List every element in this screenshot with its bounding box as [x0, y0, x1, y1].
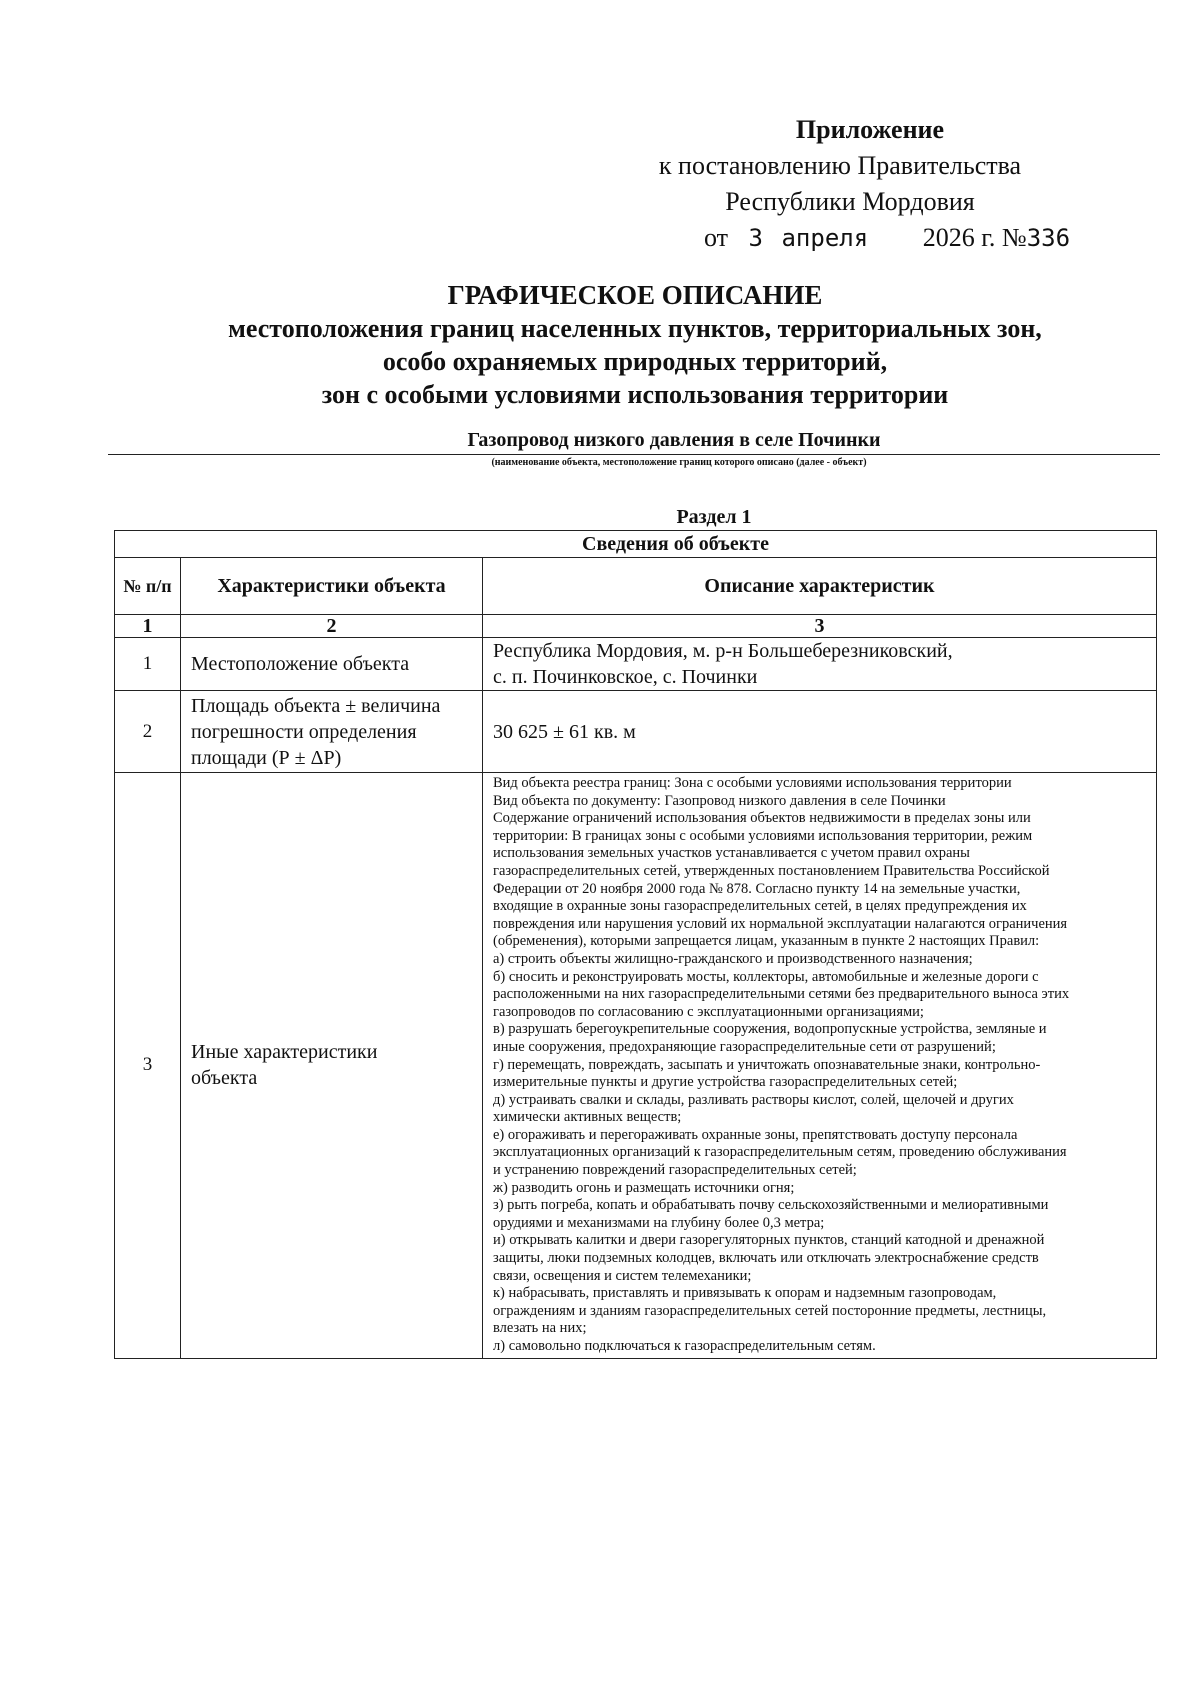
- restriction-line: использования земельных участков устанавливается с учетом правил охраны: [493, 845, 970, 862]
- restriction-line: а) строить объекты жилищно-гражданского и производственного назначения;: [493, 950, 973, 967]
- object-name-block: [108, 428, 1160, 470]
- column-header-description: Описание характеристик: [483, 558, 1157, 615]
- restriction-line: повреждения или нарушения условий их нормальной эксплуатации налагаются ограничения: [493, 915, 1068, 932]
- restriction-line: иные сооружения, предохраняющие газораспределительные сети от разрушений;: [493, 1038, 996, 1055]
- restriction-line: з) рыть погреба, копать и обрабатывать почву сельскохозяйственными и мелиоративными: [493, 1197, 1049, 1214]
- row-value: [483, 638, 1157, 691]
- row-value-line: с. п. Починковское, с. Починки: [493, 666, 758, 688]
- row-key-line: площади (Р ± ΔР): [191, 746, 342, 769]
- document-heading: [60, 278, 1200, 411]
- restriction-line: Вид объекта по документу: Газопровод низкого давления в селе Починки: [493, 792, 946, 809]
- restriction-line: газораспределительных сетей, утвержденных постановлением Правительства Российской: [493, 862, 1050, 879]
- date-day: 3: [748, 224, 763, 252]
- row-key-line: Иные характеристики: [191, 1041, 378, 1064]
- restriction-line: б) сносить и реконструировать мосты, коллекторы, автомобильные и железные дороги с: [493, 968, 1039, 985]
- row-value-line: Республика Мордовия, м. р-н Большеберезниковский,: [493, 640, 953, 662]
- restriction-line: газопроводов по согласованию с эксплуатационными организациями;: [493, 1003, 924, 1020]
- appendix-title: Приложение: [795, 115, 945, 144]
- restriction-line: территории: В границах зоны с особыми условиями использования территории, режим: [493, 827, 1033, 844]
- column-number-row: [115, 615, 1157, 638]
- object-name: Газопровод низкого давления в селе Починки: [467, 429, 881, 451]
- object-name-note: (наименование объекта, местоположение границ которого описано (далее - объект): [491, 457, 867, 468]
- restriction-line: эксплуатационных организаций к газораспределительным сетям, проведению обслуживания: [493, 1144, 1067, 1161]
- appendix-date-line: [560, 220, 1120, 256]
- row-key: Местоположение объекта: [181, 638, 483, 691]
- restriction-line: (обременения), которыми запрещается лицам, указанным в пункте 2 настоящих Правил:: [493, 933, 1040, 950]
- row-key-line: Площадь объекта ± величина: [191, 694, 441, 717]
- object-name-underline: [108, 454, 1160, 455]
- row-number: 2: [115, 691, 181, 773]
- row-number: 3: [115, 773, 181, 1359]
- restriction-line: в) разрушать берегоукрепительные сооружения, водопропускные устройства, земляные и: [493, 1021, 1047, 1038]
- date-prefix: от: [704, 223, 729, 252]
- column-number-2: 2: [181, 615, 483, 638]
- restriction-line: орудиями и механизмами на глубину более 0,3 метра;: [493, 1214, 825, 1231]
- heading-subtitle-2: особо охраняемых природных территорий,: [382, 347, 888, 376]
- column-number-1: 1: [115, 615, 181, 638]
- row-key-line: объекта: [191, 1067, 258, 1090]
- restriction-line: химически активных веществ;: [493, 1109, 682, 1126]
- heading-subtitle-3: зон с особыми условиями использования территории: [321, 380, 949, 409]
- row-key: [181, 691, 483, 773]
- restriction-line: д) устраивать свалки и склады, разливать растворы кислот, солей, щелочей и других: [493, 1091, 1014, 1108]
- row-value: 30 625 ± 61 кв. м: [483, 691, 1157, 773]
- table-header-row: [115, 558, 1157, 615]
- table-row: [115, 773, 1157, 1359]
- restriction-line: защиты, люки подземных колодцев, включать или отключать электроснабжение средств: [493, 1250, 1039, 1267]
- restriction-line: к) набрасывать, приставлять и привязывать к опорам и надземным газопроводам,: [493, 1285, 997, 1302]
- restriction-line: входящие в охранные зоны газораспределительных сетей, в целях предупреждения их: [493, 898, 1027, 915]
- restriction-line: е) огораживать и перегораживать охранные зоны, препятствовать доступу персонала: [493, 1126, 1018, 1143]
- column-header-characteristics: Характеристики объекта: [181, 558, 483, 615]
- appendix-block: [560, 112, 1120, 256]
- row-key: [181, 773, 483, 1359]
- appendix-line-1: к постановлению Правительства: [658, 151, 1022, 180]
- restriction-line: и) открывать калитки и двери газорегуляторных пунктов, станций катодной и дренажной: [493, 1232, 1045, 1249]
- restriction-line: влезать на них;: [493, 1320, 587, 1337]
- row-number: 1: [115, 638, 181, 691]
- heading-subtitle-1: местоположения границ населенных пунктов, территориальных зон,: [228, 314, 1042, 343]
- heading-title: ГРАФИЧЕСКОЕ ОПИСАНИЕ: [447, 280, 823, 310]
- restriction-line: и устранению повреждений газораспределительных сетей;: [493, 1162, 857, 1179]
- restriction-line: измерительные пункты и другие устройства газораспределительных сетей;: [493, 1074, 958, 1091]
- row-key-line: погрешности определения: [191, 720, 417, 743]
- date-month: апреля: [781, 224, 869, 252]
- date-year: 2026 г. №: [922, 223, 1027, 252]
- restriction-line: Вид объекта реестра границ: Зона с особыми условиями использования территории: [493, 775, 1012, 791]
- document-number: 336: [1026, 224, 1071, 252]
- appendix-line-2: Республики Мордовия: [725, 187, 975, 216]
- column-number-3: 3: [483, 615, 1157, 638]
- column-header-number: № п/п: [115, 558, 181, 615]
- restriction-line: Содержание ограничений использования объектов недвижимости в пределах зоны или: [493, 810, 1031, 827]
- object-info-table: [114, 530, 1157, 1359]
- table-row: [115, 691, 1157, 773]
- restriction-line: ограждениям и зданиям газораспределительных сетей посторонние предметы, лестницы,: [493, 1302, 1047, 1319]
- restriction-line: ж) разводить огонь и размещать источники огня;: [493, 1179, 795, 1196]
- restriction-line: л) самовольно подключаться к газораспределительным сетям.: [493, 1338, 876, 1354]
- table-row: [115, 638, 1157, 691]
- row-value-restrictions: [483, 773, 1157, 1359]
- restriction-line: связи, освещения и систем телемеханики;: [493, 1267, 752, 1284]
- restriction-line: Федерации от 20 ноября 2000 года № 878. Согласно пункту 14 на земельные участки,: [493, 880, 1021, 897]
- section-title: Раздел 1: [676, 506, 752, 528]
- table-caption: Сведения об объекте: [115, 531, 1157, 558]
- restriction-line: г) перемещать, повреждать, засыпать и уничтожать опознавательные знаки, контрольно-: [493, 1056, 1041, 1073]
- restriction-line: расположенными на них газораспределительными сетями без предварительного выноса этих: [493, 986, 1070, 1003]
